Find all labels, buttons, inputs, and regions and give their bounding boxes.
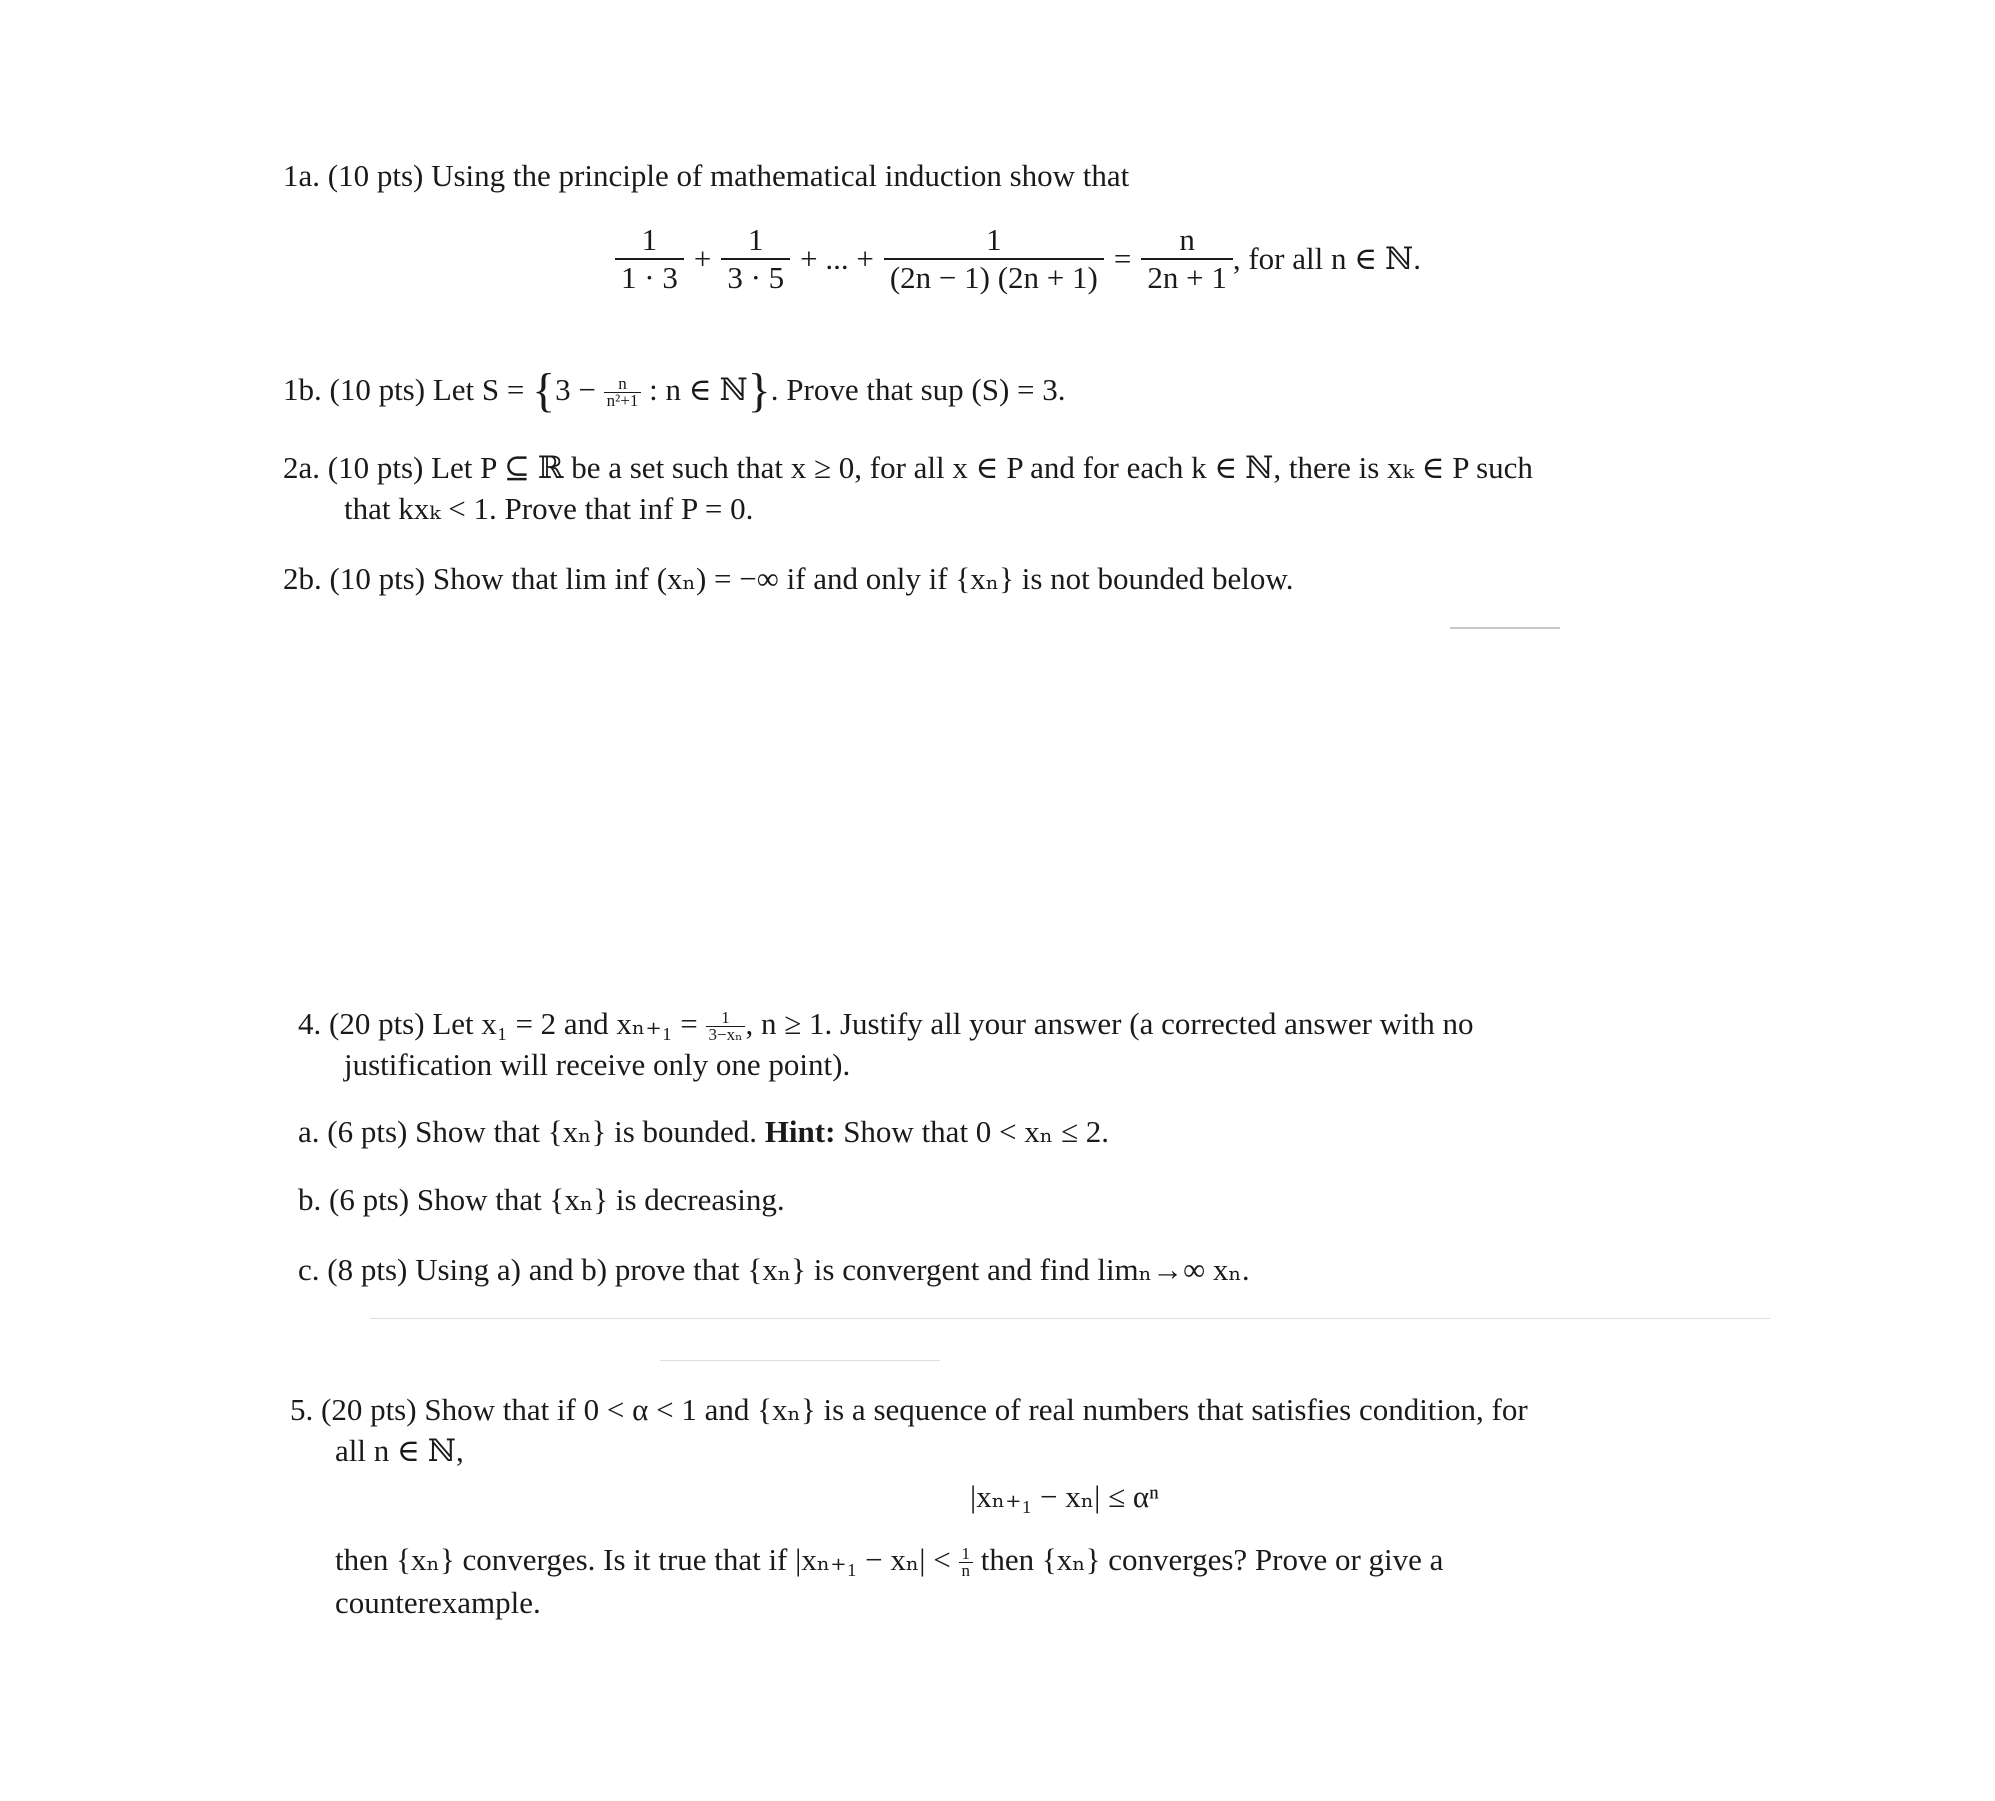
- problem-5-display: [970, 1477, 1159, 1517]
- subpart-text: (6 pts) Show that {xₙ} is bounded.: [327, 1114, 758, 1149]
- hint-text: Show that 0 < xₙ ≤ 2.: [843, 1114, 1109, 1149]
- problem-label: 1b.: [283, 372, 322, 407]
- problem-5-line-4: [335, 1583, 541, 1623]
- problem-2a-line-2: [344, 489, 753, 529]
- problem-text: (20 pts) Let x₁ = 2 and xₙ₊₁ =: [329, 1006, 698, 1041]
- scan-smudge: [370, 1318, 1770, 1319]
- rhs: [1141, 222, 1232, 296]
- problem-1a-heading: [283, 156, 1129, 196]
- problem-4-line-1: [298, 1004, 1474, 1044]
- set-fraction: [604, 376, 642, 409]
- subpart-label: a.: [298, 1114, 320, 1149]
- general-term-numerator: 1: [884, 222, 1104, 260]
- fraction-numerator: 1: [959, 1546, 974, 1563]
- problem-2a-line-1: [283, 448, 1533, 488]
- problem-5-line-2: [335, 1431, 464, 1471]
- subpart-label: b.: [298, 1182, 322, 1217]
- problem-5-line-3: [335, 1540, 1443, 1580]
- rhs-numerator: n: [1141, 222, 1232, 260]
- problem-text: (10 pts) Let P ⊆ ℝ be a set such that x ≥ 0, for all x ∈ P and for each k ∈ ℕ, there is xₖ ∈ P such: [327, 450, 1533, 485]
- problem-5-line-1: [290, 1390, 1528, 1430]
- problem-text: (10 pts) Show that lim inf (xₙ) = −∞ if and only if {xₙ} is not bounded below.: [329, 561, 1294, 596]
- problem-text: then {xₙ} converges. Is it true that if |xₙ₊₁ − xₙ| <: [335, 1542, 951, 1577]
- recurrence-fraction: [706, 1010, 746, 1043]
- term-1-denominator: 1 · 3: [621, 260, 678, 295]
- subpart-label: c.: [298, 1252, 320, 1287]
- problem-label: 4.: [298, 1006, 322, 1041]
- problem-text: (20 pts) Show that if 0 < α < 1 and {xₙ} is a sequence of real numbers that satisfies condition, for: [321, 1392, 1528, 1427]
- display-inequality: |xₙ₊₁ − xₙ| ≤ αⁿ: [970, 1479, 1159, 1514]
- scan-smudge: [660, 1360, 940, 1361]
- problem-text: (10 pts) Let S =: [329, 372, 525, 407]
- problem-label: 2a.: [283, 450, 321, 485]
- problem-text: (10 pts) Using the principle of mathematical induction show that: [327, 158, 1130, 193]
- subpart-text: (8 pts) Using a) and b) prove that {xₙ} is convergent and find limₙ→∞ xₙ.: [327, 1252, 1250, 1287]
- term-2-numerator: 1: [721, 222, 790, 260]
- set-close-brace: }: [747, 364, 771, 417]
- problem-4a: [298, 1112, 1109, 1152]
- problem-label: 5.: [290, 1392, 314, 1427]
- set-expression: 3 −: [555, 372, 596, 407]
- recurrence-denominator: 3−xₙ: [708, 1025, 743, 1045]
- problem-text-end: then {xₙ} converges? Prove or give a: [980, 1542, 1444, 1577]
- set-condition: : n ∈ ℕ: [649, 372, 748, 407]
- problem-text-end: , n ≥ 1. Justify all your answer (a corrected answer with no: [745, 1006, 1474, 1041]
- problem-2b: [283, 559, 1294, 599]
- rhs-denominator: 2n + 1: [1147, 260, 1227, 295]
- problem-text-end: . Prove that sup (S) = 3.: [770, 372, 1066, 407]
- set-open-brace: {: [532, 364, 556, 417]
- inverse-n-fraction: [959, 1546, 974, 1579]
- term-1-numerator: 1: [615, 222, 684, 260]
- subpart-text: (6 pts) Show that {xₙ} is decreasing.: [329, 1182, 785, 1217]
- equation-tail: , for all n ∈ ℕ.: [1232, 241, 1422, 276]
- problem-4b: [298, 1180, 785, 1220]
- problem-text: all n ∈ ℕ,: [335, 1433, 464, 1468]
- fraction-denominator: n: [961, 1561, 970, 1581]
- term-1: [615, 222, 684, 296]
- problem-1b: [283, 364, 1066, 417]
- problem-4-line-2: [344, 1045, 850, 1085]
- recurrence-numerator: 1: [706, 1010, 746, 1027]
- general-term-denominator: (2n − 1) (2n + 1): [889, 260, 1098, 295]
- term-2-denominator: 3 · 5: [727, 260, 785, 295]
- term-2: [721, 222, 790, 296]
- hint-label: Hint:: [764, 1114, 836, 1149]
- problem-text: counterexample.: [335, 1585, 541, 1620]
- problem-text: justification will receive only one point).: [344, 1047, 851, 1082]
- set-fraction-numerator: n: [604, 376, 642, 393]
- problem-4c: [298, 1250, 1250, 1290]
- set-fraction-denominator: n²+1: [606, 391, 639, 411]
- general-term: [884, 222, 1104, 296]
- problem-label: 1a.: [283, 158, 321, 193]
- induction-equation: $\frac{1}{1 \cdot 3}$ + $\frac{1}{3 \cdot 5}$ + ... + $\frac{1}{(2n - 1) (2n + 1)}$ = $\frac{n}{2n + 1}$ , for all n ∈ ℕ.: [615, 222, 1421, 296]
- scan-smudge: [1450, 627, 1560, 629]
- problem-label: 2b.: [283, 561, 322, 596]
- problem-text: that kxₖ < 1. Prove that inf P = 0.: [344, 491, 754, 526]
- ellipsis: + ... +: [800, 241, 874, 276]
